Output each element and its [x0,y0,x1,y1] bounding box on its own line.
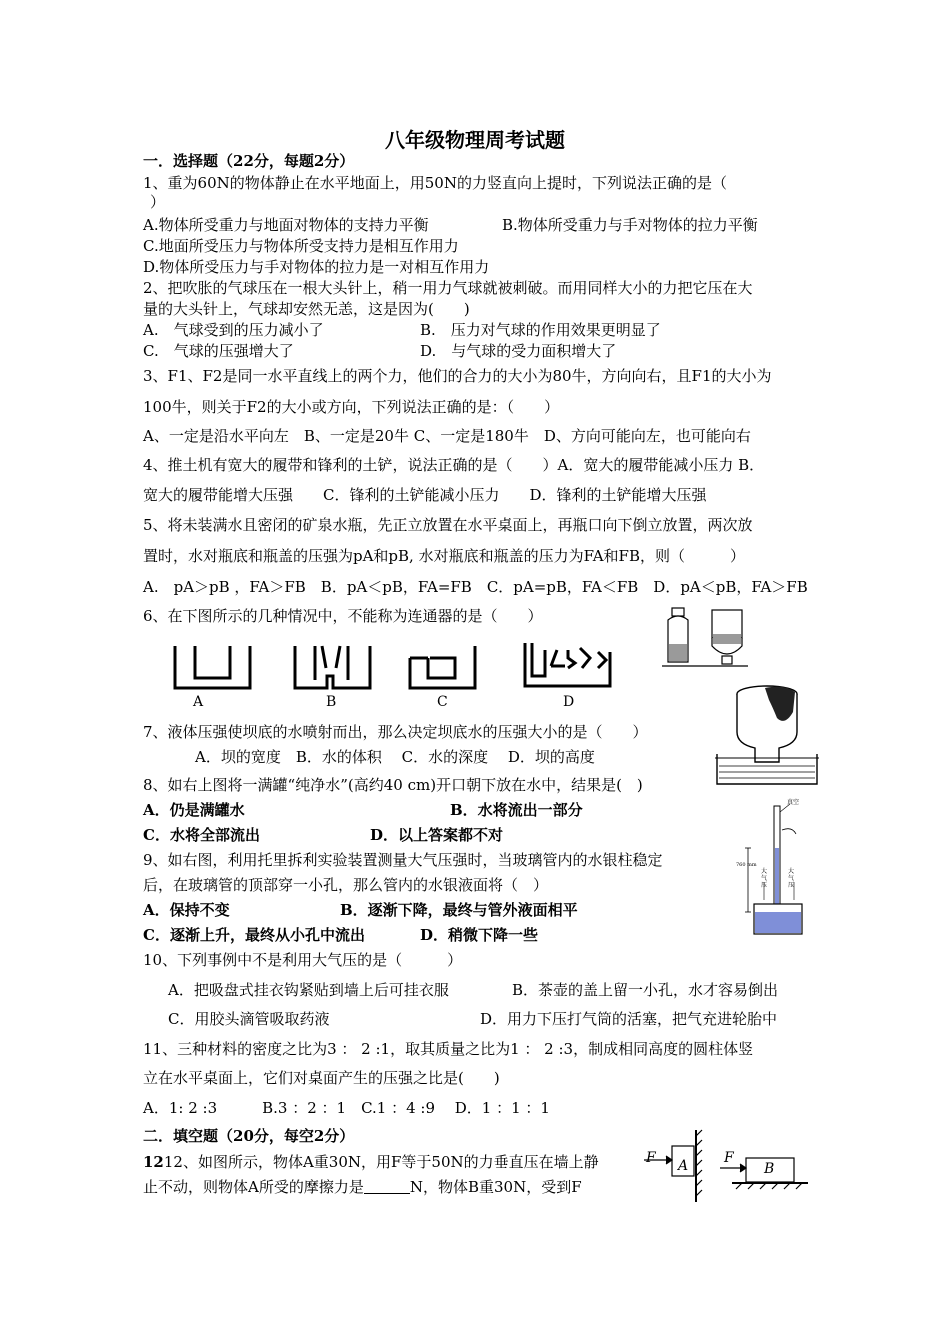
q6-stem: 6、在下图所示的几种情况中，不能称为连通器的是（ ） [143,607,543,625]
q9-option-b: B．逐渐下降，最终与管外液面相平 [340,901,578,919]
q9-option-c: C．逐渐上升，最终从小孔中流出 [143,926,365,944]
q8-option-c: C．水将全部流出 [143,826,260,844]
q11-options: A．1: 2 :3 B.3 ：2 ：1 C.1 ：4 :9 D．1 ：1 ：1 [143,1099,550,1117]
q1-option-c: C.地面所受压力与物体所受支持力是相互作用力 [143,237,459,255]
label-block-a: A [678,1158,689,1174]
label-block-b: B [764,1161,775,1177]
q3-options: A、一定是沿水平向左 B、一定是20牛 C、一定是180牛 D、方向可能向左，也可能向右 [143,427,751,445]
vessel-label-a: A [193,694,204,710]
q8-option-a: A．仍是满罐水 [143,801,245,819]
q1-option-a: A.物体所受重力与地面对物体的支持力平衡 [143,216,429,234]
answer-blank [364,1179,410,1194]
vessel-c-shape [410,646,475,688]
label-force-a: F [646,1150,656,1166]
vessel-label-d: D [563,694,575,710]
q4-stem-line1: 4、推土机有宽大的履带和锋利的土铲，说法正确的是（ ）A．宽大的履带能减小压力 B． [143,456,765,474]
q12-stem2a: 止不动，则物体A所受的摩擦力是 [143,1178,364,1196]
q1-stem-end: ） [150,193,166,211]
q12-stem-line2 [143,1178,582,1196]
vessel-a-shape [175,646,250,688]
q11-stem-line1: 11、三种材料的密度之比为3 ： 2 :1，取其质量之比为1 ： 2 :3，制成相同高度的圆柱体竖 [143,1040,754,1058]
q9-stem-line1: 9、如右图，利用托里拆利实验装置测量大气压强时，当玻璃管内的水银柱稳定 [143,851,663,869]
vessel-d-shape [525,643,610,686]
q5-options: A. pA＞pB ，FA＞FB B．pA＜pB，FA=FB C．pA=pB，FA＜FB D．pA＜pB，FA＞FB [143,578,808,596]
q1-option-b: B.物体所受重力与手对物体的拉力平衡 [502,216,758,234]
q8-option-d: D．以上答案都不对 [370,826,504,844]
q2-stem-line1: 2、把吹胀的气球压在一根大头针上，稍一用力气球就被刺破。而用同样大小的力把它压在大 [143,279,753,297]
q3-stem-line2: 100牛，则关于F2的大小或方向，下列说法正确的是：（ ） [143,398,560,416]
q9-stem-line2: 后，在玻璃管的顶部穿一小孔，那么管内的水银液面将（ ） [143,876,549,894]
connected-vessels-figure [170,638,615,698]
q12-stem-line1: 1212、如图所示，物体A重30N，用F等于50N的力垂直压在墙上静 [143,1153,599,1171]
q2-option-a: A. 气球受到的压力减小了 [143,321,324,339]
q1-option-d: D.物体所受压力与手对物体的拉力是一对相互作用力 [143,258,490,276]
torricelli-figure [738,800,812,936]
q10-option-c: C．用胶头滴管吸取药液 [168,1010,330,1028]
section-choice: 一．选择题（22分，每题2分） [143,152,355,170]
q1-stem: 1、重为60N的物体静止在水平地面上，用50N的力竖直向上提时，下列说法正确的是（ [143,174,727,192]
q8-option-b: B．水将流出一部分 [450,801,583,819]
label-760mm: 760 mm [736,862,757,868]
vessel-b-shape [295,646,370,688]
label-atm-left: 大气压 [761,868,768,889]
force-figure [640,1128,812,1206]
q5-stem-line2: 置时，水对瓶底和瓶盖的压强为pA和pB, 水对瓶底和瓶盖的压力为FA和FB，则（ ） [143,547,745,565]
bottles-figure [662,606,748,668]
q2-option-b: B. 压力对气球的作用效果更明显了 [420,321,661,339]
q5-stem-line1: 5、将未装满水且密闭的矿泉水瓶，先正立放置在水平桌面上，再瓶口向下倒立放置，两次放 [143,516,753,534]
q12-stem-text: 12、如图所示，物体A重30N，用F等于50N的力垂直压在墙上静 [163,1153,599,1171]
q7-stem: 7、液体压强使坝底的水喷射而出，那么决定坝底水的压强大小的是（ ） [143,723,648,741]
q10-option-b: B．茶壶的盖上留一小孔，水才容易倒出 [512,981,779,999]
q10-stem: 10、下列事例中不是利用大气压的是（ ） [143,951,463,969]
q9-option-d: D．稍微下降一些 [420,926,539,944]
label-force-b: F [724,1150,734,1166]
q3-stem-line1: 3、F1、F2是同一水平直线上的两个力，他们的合力的大小为80牛，方向向右，且F1的大小为 [143,367,772,385]
inverted-jar-figure [715,682,819,786]
q2-option-d: D. 与气球的受力面积增大了 [420,342,617,360]
q4-stem-line2: 宽大的履带能增大压强 C．锋利的土铲能减小压力 D．锋利的土铲能增大压强 [143,486,707,504]
label-atm-right: 大气压 [788,868,795,889]
vessel-label-c: C [437,694,448,710]
label-vacuum: 真空 [787,799,800,806]
q7-options: A．坝的宽度 B．水的体积 C．水的深度 D．坝的高度 [195,748,595,766]
vessel-label-b: B [326,694,337,710]
q10-option-a: A．把吸盘式挂衣钩紧贴到墙上后可挂衣服 [168,981,449,999]
q9-option-a: A．保持不变 [143,901,230,919]
q2-stem-line2: 量的大头针上，气球却安然无恙，这是因为( ) [143,300,470,318]
q12-stem2b: N，物体B重30N，受到F [409,1178,582,1196]
q8-stem: 8、如右上图将一满罐“纯净水”(高约40 cm)开口朝下放在水中，结果是( ) [143,776,643,794]
q2-option-c: C. 气球的压强增大了 [143,342,294,360]
q10-option-d: D．用力下压打气筒的活塞，把气充进轮胎中 [480,1010,778,1028]
page-title: 八年级物理周考试题 [385,128,565,152]
q11-stem-line2: 立在水平桌面上，它们对桌面产生的压强之比是( ) [143,1069,500,1087]
section-fill: 二．填空题（20分，每空2分） [143,1127,355,1145]
